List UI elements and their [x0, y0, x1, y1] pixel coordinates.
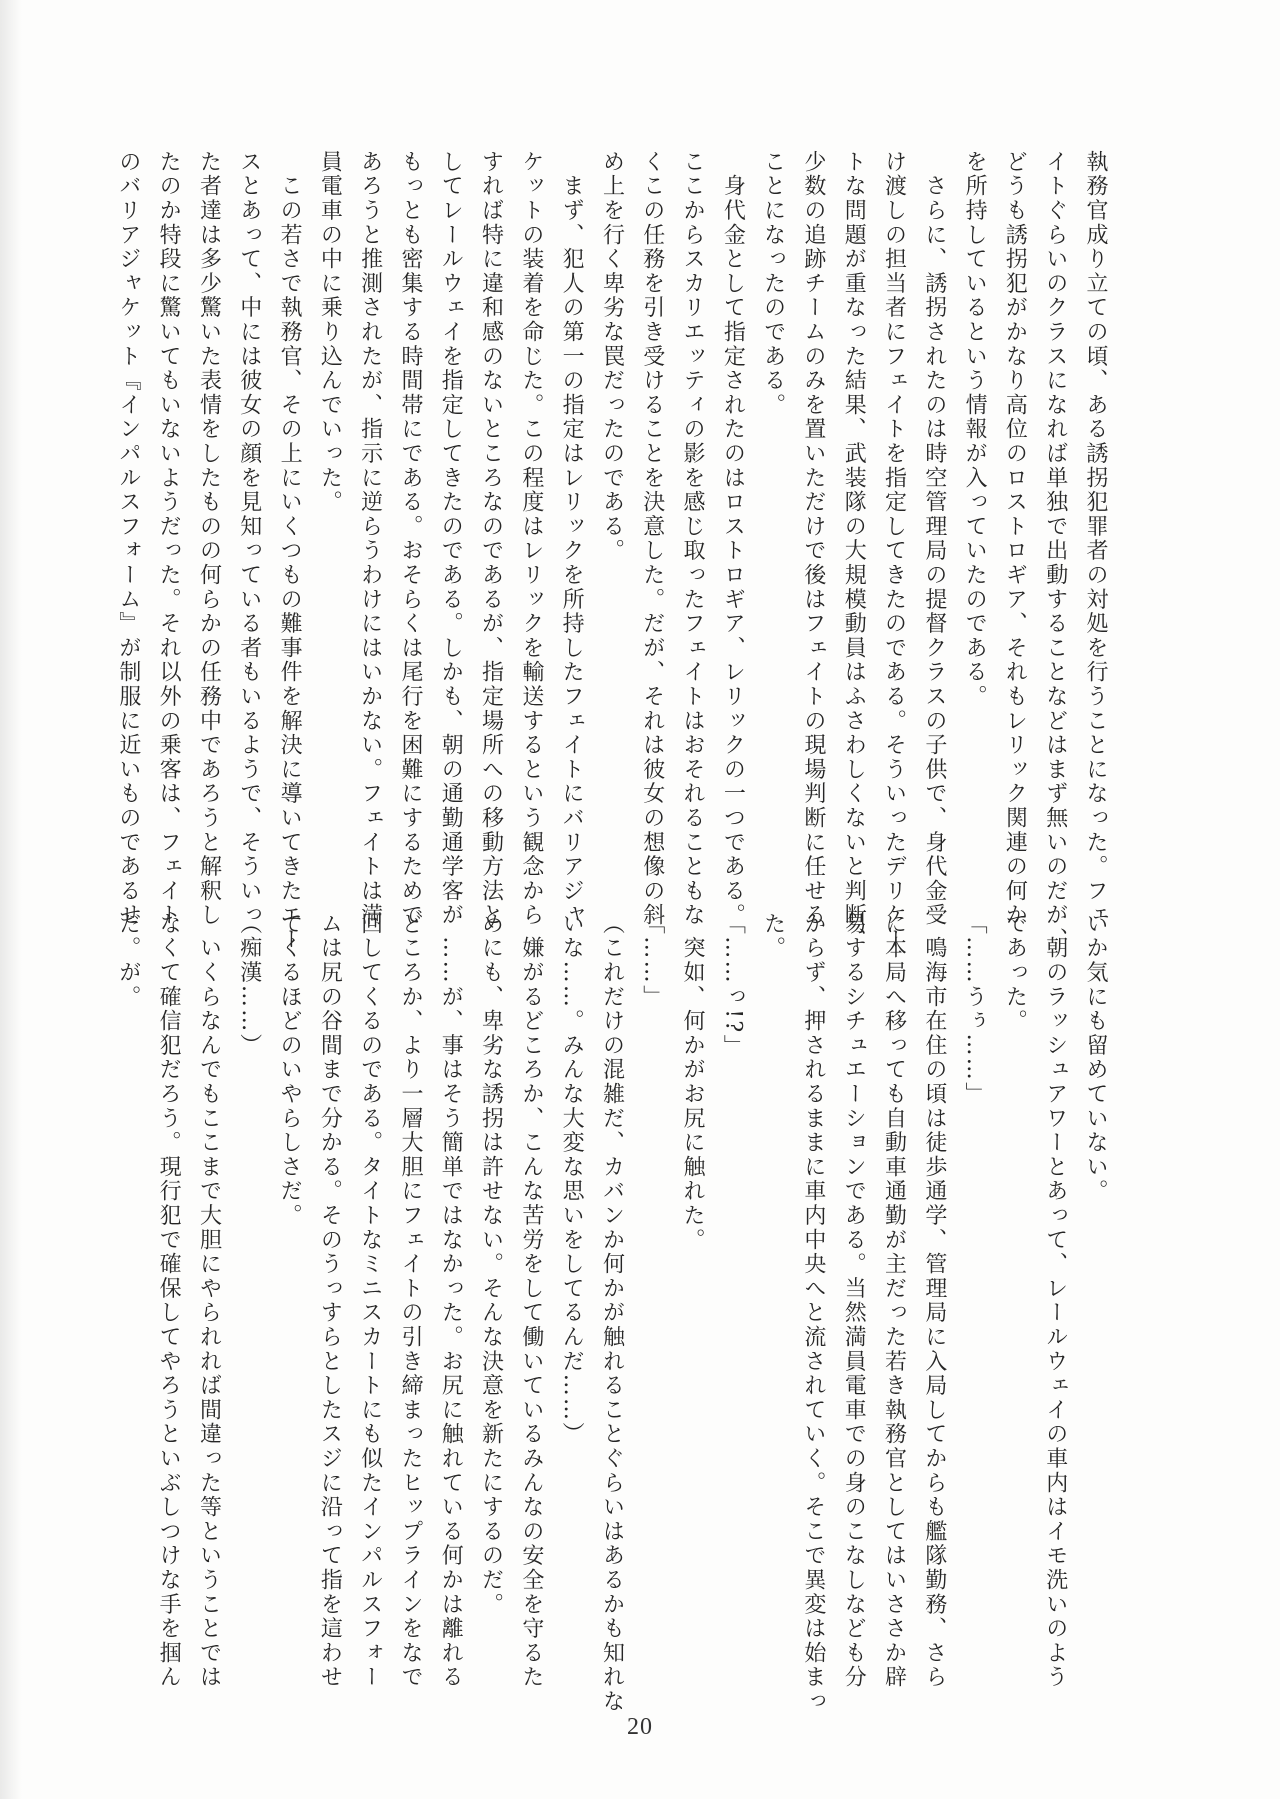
text-line: だ。が。 — [115, 912, 141, 1010]
text-line: いくらなんでもここまで大胆にやられれば間違った等ということでは — [196, 912, 222, 1690]
text-line: スとあって、中には彼女の顔を見知っている者もいるようで、そういっ — [236, 150, 262, 928]
text-line: （これだけの混雑だ、カバンか何かが触れることぐらいはあるかも知れな — [599, 912, 625, 1714]
text-line: まず、犯人の第一の指定はレリックを所持したフェイトにバリアジャ — [559, 150, 585, 928]
lower-text-block — [108, 912, 1115, 1714]
text-line: 執務官成り立ての頃、ある誘拐犯罪者の対処を行うことになった。フェ — [1083, 150, 1108, 928]
text-line: くこの任務を引き受けることを決意した。だが、それは彼女の想像の斜 — [639, 150, 665, 928]
text-line: ケットの装着を命じた。この程度はレリックを輸送するという観念から — [518, 150, 544, 928]
text-line: 朝のラッシュアワーとあって、レールウェイの車内はイモ洗いのよう — [1042, 912, 1068, 1690]
text-line: すれば特に違和感のないところなのであるが、指定場所への移動方法と — [478, 150, 504, 928]
text-line: いな……。みんな大変な思いをしてるんだ……） — [559, 912, 585, 1447]
text-line: さらに、誘拐されたのは時空管理局の提督クラスの子供で、身代金受 — [921, 150, 947, 928]
text-line: たのか特段に驚いてもいないようだった。それ以外の乗客は、フェイト — [156, 150, 182, 928]
text-line: 突如、何かがお尻に触れた。 — [680, 912, 706, 1253]
text-line: ……が、事はそう簡単ではなかった。お尻に触れている何かは離れる — [438, 912, 464, 1690]
text-line: 員電車の中に乗り込んでいった。 — [317, 150, 343, 515]
upper-text-block — [108, 150, 1115, 952]
text-line: た。 — [760, 912, 786, 961]
text-line: け渡しの担当者にフェイトを指定してきたのである。そういったデリケー — [881, 150, 907, 952]
text-line: イトぐらいのクラスになれば単独で出動することなどはまず無いのだが、 — [1042, 150, 1068, 952]
text-line: 鳴海市在住の頃は徒歩通学、管理局に入局してからも艦隊勤務、さら — [921, 912, 947, 1690]
text-line: トな問題が重なった結果、武装隊の大規模動員はふさわしくないと判断、 — [841, 150, 867, 952]
text-line: からず、押されるままに車内中央へと流されていく。そこで異変は始まっ — [800, 912, 826, 1714]
text-line: を所持しているという情報が入っていたのである。 — [962, 150, 988, 709]
text-line: どころか、より一層大胆にフェイトの引き締まったヒップラインをなで — [397, 912, 423, 1690]
text-line: 回してくるのである。タイトなミニスカートにも似たインパルスフォー — [357, 912, 383, 1690]
text-line: め上を行く卑劣な罠だったのである。 — [599, 150, 625, 564]
text-line: 嫌がるどころか、こんな苦労をして働いているみんなの安全を守るた — [518, 912, 544, 1690]
text-line: た者達は多少驚いた表情をしたものの何らかの任務中であろうと解釈し — [196, 150, 222, 928]
text-line: 少数の追跡チームのみを置いただけで後はフェイトの現場判断に任せる — [800, 150, 826, 928]
text-line: のバリアジャケット『インパルスフォーム』が制服に近いものであるせ — [115, 150, 141, 928]
text-line: してレールウェイを指定してきたのである。しかも、朝の通勤通学客が — [438, 150, 464, 928]
text-line: 「……」 — [639, 912, 665, 1010]
text-line: 易するシチュエーションである。当然満員電車での身のこなしなども分 — [841, 912, 867, 1690]
text-line: あろうと推測されたが、指示に逆らうわけにはいかない。フェイトは満 — [357, 150, 383, 928]
text-line: この若さで執務官、その上にいくつもの難事件を解決に導いてきたエー — [277, 150, 303, 952]
page-number: 20 — [627, 1714, 653, 1740]
text-line: どうも誘拐犯がかなり高位のロストロギア、それもレリック関連の何か — [1002, 150, 1028, 928]
text-line: ムは尻の谷間まで分かる。そのうっすらとしたスジに沿って指を這わせ — [317, 912, 343, 1690]
text-line: てくるほどのいやらしさだ。 — [277, 912, 303, 1228]
text-line: 身代金として指定されたのはロストロギア、レリックの一つである。 — [720, 150, 746, 928]
text-line: めにも、卑劣な誘拐は許せない。そんな決意を新たにするのだ。 — [478, 912, 504, 1617]
text-line: なくて確信犯だろう。現行犯で確保してやろうといぶしつけな手を掴ん — [156, 912, 182, 1690]
text-line: 「……うぅ……」 — [962, 912, 988, 1107]
scan-edge-shadow — [0, 0, 22, 1799]
text-line: ここからスカリエッティの影を感じ取ったフェイトはおそれることもな — [680, 150, 706, 928]
text-line: であった。 — [1002, 912, 1028, 1034]
text-line: （痴漢……） — [236, 912, 262, 1058]
text-line: もっとも密集する時間帯にである。おそらくは尾行を困難にするためで — [397, 150, 423, 928]
text-line: ことになったのである。 — [760, 150, 786, 418]
text-line: いか気にも留めていない。 — [1083, 912, 1108, 1204]
text-line: に本局へ移っても自動車通勤が主だった若き執務官としてはいささか辟 — [881, 912, 907, 1690]
text-line: 「……っ!?」 — [720, 912, 746, 1059]
